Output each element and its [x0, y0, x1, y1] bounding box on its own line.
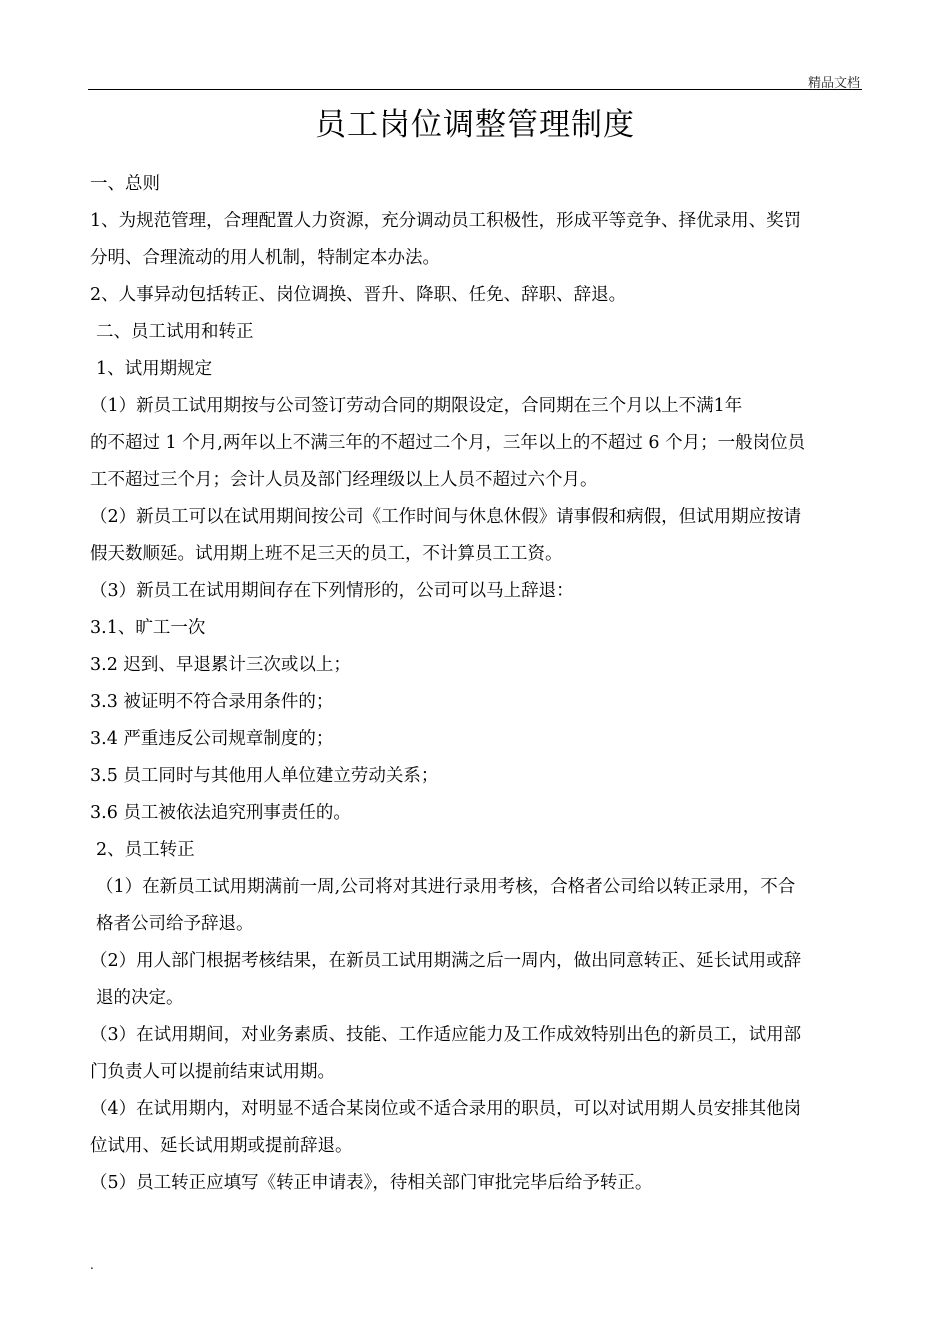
- body-line: 3.5 员工同时与其他用人单位建立劳动关系；: [90, 766, 439, 786]
- body-line: （5）员工转正应填写《转正申请表》，待相关部门审批完毕后给予转正。: [90, 1173, 653, 1193]
- body-line: （1）新员工试用期按与公司签订劳动合同的期限设定，合同期在三个月以上不满1年: [90, 396, 743, 416]
- body-line: 二、员工试用和转正: [96, 322, 254, 342]
- body-line: 3.4 严重违反公司规章制度的；: [90, 729, 334, 749]
- body-line: 3.3 被证明不符合录用条件的；: [90, 692, 334, 712]
- body-line: （4）在试用期内，对明显不适合某岗位或不适合录用的职员，可以对试用期人员安排其他岗: [90, 1099, 802, 1119]
- body-line: 格者公司给予辞退。: [96, 914, 254, 934]
- body-line: 工不超过三个月；会计人员及部门经理级以上人员不超过六个月。: [90, 470, 598, 490]
- header-label: 精品文档: [807, 76, 860, 91]
- body-line: 退的决定。: [96, 988, 184, 1008]
- body-line: 1、试用期规定: [96, 359, 213, 379]
- body-line: （3）新员工在试用期间存在下列情形的，公司可以马上辞退：: [90, 581, 574, 601]
- body-line: 分明、合理流动的用人机制，特制定本办法。: [90, 248, 440, 268]
- body-line: 门负责人可以提前结束试用期。: [90, 1062, 335, 1082]
- body-line: （3）在试用期间，对业务素质、技能、工作适应能力及工作成效特别出色的新员工，试用部: [90, 1025, 802, 1045]
- body-line: 1、为规范管理，合理配置人力资源，充分调动员工积极性，形成平等竞争、择优录用、奖罚: [90, 211, 802, 231]
- document-title: 员工岗位调整管理制度: [315, 107, 635, 143]
- body-line: 2、人事异动包括转正、岗位调换、晋升、降职、任免、辞职、辞退。: [90, 285, 627, 305]
- body-line: 一、总则: [90, 174, 160, 194]
- footer-mark: .: [90, 1258, 94, 1272]
- document-body: [90, 166, 862, 1202]
- body-line: （2）新员工可以在试用期间按公司《工作时间与休息休假》请事假和病假，但试用期应按请: [90, 507, 802, 527]
- body-line: 2、员工转正: [96, 840, 195, 860]
- body-line: 3.6 员工被依法追究刑事责任的。: [90, 803, 351, 823]
- header-divider: [88, 89, 862, 90]
- body-line: 假天数顺延。试用期上班不足三天的员工，不计算员工工资。: [90, 544, 563, 564]
- body-line: （1）在新员工试用期满前一周,公司将对其进行录用考核，合格者公司给以转正录用，不合: [96, 877, 796, 897]
- body-line: 3.2 迟到、早退累计三次或以上；: [90, 655, 351, 675]
- body-line: 位试用、延长试用期或提前辞退。: [90, 1136, 353, 1156]
- body-line: 的不超过 1 个月,两年以上不满三年的不超过二个月，三年以上的不超过 6 个月；一般岗位员: [90, 433, 806, 453]
- body-line: 3.1、旷工一次: [90, 618, 206, 638]
- body-line: （2）用人部门根据考核结果，在新员工试用期满之后一周内，做出同意转正、延长试用或辞: [90, 951, 802, 971]
